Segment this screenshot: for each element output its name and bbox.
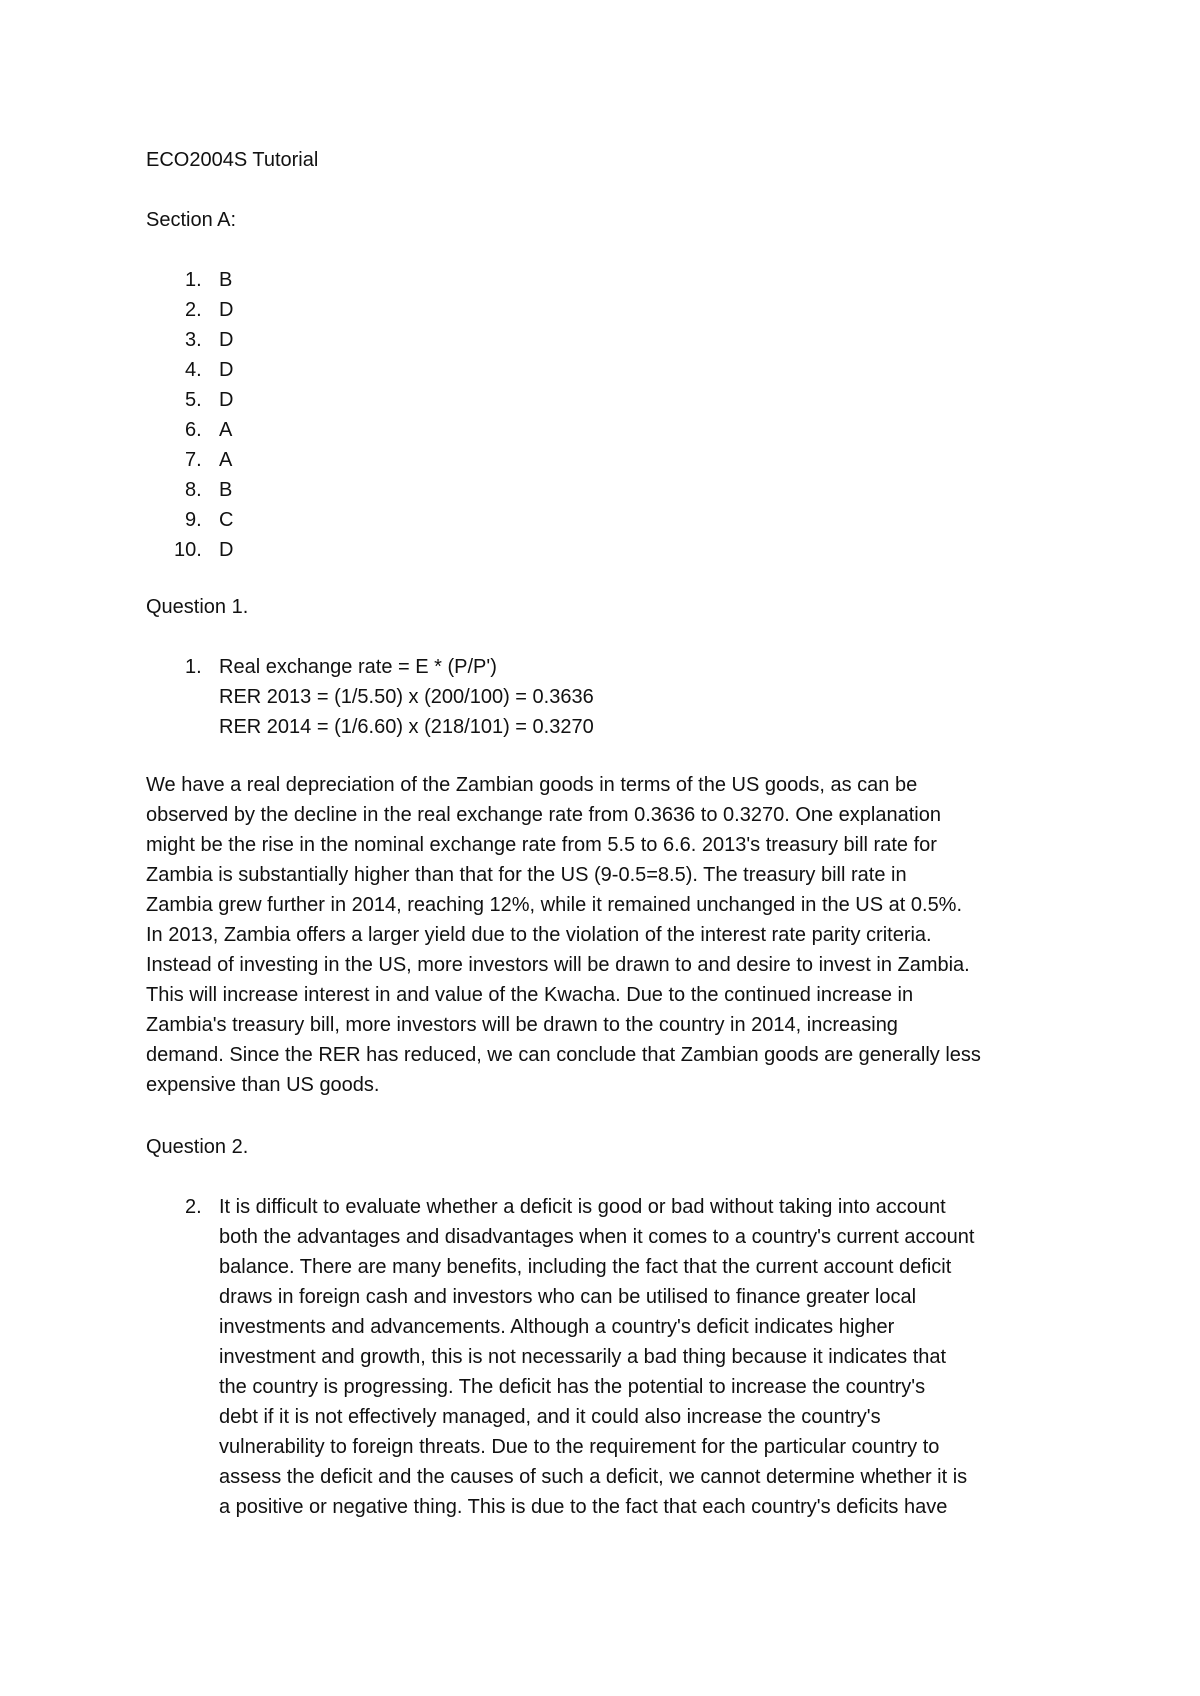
text-line: both the advantages and disadvantages when it comes to a country's current account — [219, 1226, 975, 1248]
text-line: vulnerability to foreign threats. Due to the requirement for the particular country to — [219, 1436, 940, 1458]
question-1-item — [146, 652, 1109, 742]
formula-line: RER 2014 = (1/6.60) x (218/101) = 0.3270 — [219, 716, 594, 738]
list-item — [146, 265, 233, 295]
list-item — [146, 355, 233, 385]
item-number: 5. — [185, 389, 202, 411]
item-number: 1. — [185, 656, 202, 678]
answer-letter: A — [219, 449, 233, 471]
item-number: 6. — [185, 419, 202, 441]
item-number: 4. — [185, 359, 202, 381]
list-item — [146, 445, 233, 475]
text-line: We have a real depreciation of the Zambian goods in terms of the US goods, as can be — [146, 774, 918, 796]
text-line: a positive or negative thing. This is due to the fact that each country's deficits have — [219, 1496, 948, 1518]
section-a-answer-list — [146, 265, 233, 565]
text-line: might be the rise in the nominal exchange rate from 5.5 to 6.6. 2013's treasury bill rate for — [146, 834, 937, 856]
text-line: demand. Since the RER has reduced, we can conclude that Zambian goods are generally less — [146, 1044, 981, 1066]
list-item — [146, 535, 233, 565]
list-item — [146, 475, 233, 505]
answer-letter: C — [219, 509, 234, 531]
text-line: In 2013, Zambia offers a larger yield due to the violation of the interest rate parity criteria. — [146, 924, 932, 946]
answer-letter: B — [219, 269, 233, 291]
question-2-heading: Question 2. — [146, 1136, 249, 1158]
item-number: 9. — [185, 509, 202, 531]
text-line: investment and growth, this is not necessarily a bad thing because it indicates that — [219, 1346, 947, 1368]
answer-letter: D — [219, 389, 234, 411]
answer-letter: D — [219, 359, 234, 381]
question-2-item — [146, 1192, 1109, 1522]
item-number: 2. — [185, 299, 202, 321]
text-line: assess the deficit and the causes of such a deficit, we cannot determine whether it is — [219, 1466, 968, 1488]
text-line: Zambia grew further in 2014, reaching 12%, while it remained unchanged in the US at 0.5%. — [146, 894, 963, 916]
item-number: 3. — [185, 329, 202, 351]
question-1-heading: Question 1. — [146, 596, 249, 618]
item-number: 1. — [185, 269, 202, 291]
item-number: 7. — [185, 449, 202, 471]
answer-letter: D — [219, 299, 234, 321]
text-line: It is difficult to evaluate whether a deficit is good or bad without taking into account — [219, 1196, 946, 1218]
section-a-heading: Section A: — [146, 209, 237, 231]
list-item — [146, 505, 233, 535]
text-line: draws in foreign cash and investors who can be utilised to finance greater local — [219, 1286, 917, 1308]
question-2-answer — [219, 1192, 1109, 1522]
text-line: Instead of investing in the US, more investors will be drawn to and desire to invest in Zambia. — [146, 954, 970, 976]
item-number: 8. — [185, 479, 202, 501]
document-title: ECO2004S Tutorial — [146, 149, 319, 171]
formula-line: Real exchange rate = E * (P/P') — [219, 656, 497, 678]
formula-line: RER 2013 = (1/5.50) x (200/100) = 0.3636 — [219, 686, 594, 708]
answer-letter: D — [219, 329, 234, 351]
text-line: observed by the decline in the real exchange rate from 0.3636 to 0.3270. One explanation — [146, 804, 941, 826]
text-line: investments and advancements. Although a country's deficit indicates higher — [219, 1316, 895, 1338]
text-line: Zambia is substantially higher than that for the US (9-0.5=8.5). The treasury bill rate in — [146, 864, 907, 886]
question-1-formulas — [219, 652, 1109, 742]
list-item — [146, 295, 233, 325]
text-line: This will increase interest in and value of the Kwacha. Due to the continued increase in — [146, 984, 914, 1006]
answer-letter: A — [219, 419, 233, 441]
item-number: 2. — [185, 1196, 202, 1218]
answer-letter: B — [219, 479, 233, 501]
item-number: 10. — [174, 539, 202, 561]
text-line: balance. There are many benefits, including the fact that the current account deficit — [219, 1256, 952, 1278]
list-item — [146, 415, 233, 445]
text-line: debt if it is not effectively managed, and it could also increase the country's — [219, 1406, 881, 1428]
list-item — [146, 325, 233, 355]
question-1-answer-paragraph — [146, 770, 1066, 1100]
text-line: the country is progressing. The deficit has the potential to increase the country's — [219, 1376, 926, 1398]
list-item — [146, 385, 233, 415]
text-line: Zambia's treasury bill, more investors will be drawn to the country in 2014, increasing — [146, 1014, 898, 1036]
text-line: expensive than US goods. — [146, 1074, 380, 1096]
answer-letter: D — [219, 539, 234, 561]
